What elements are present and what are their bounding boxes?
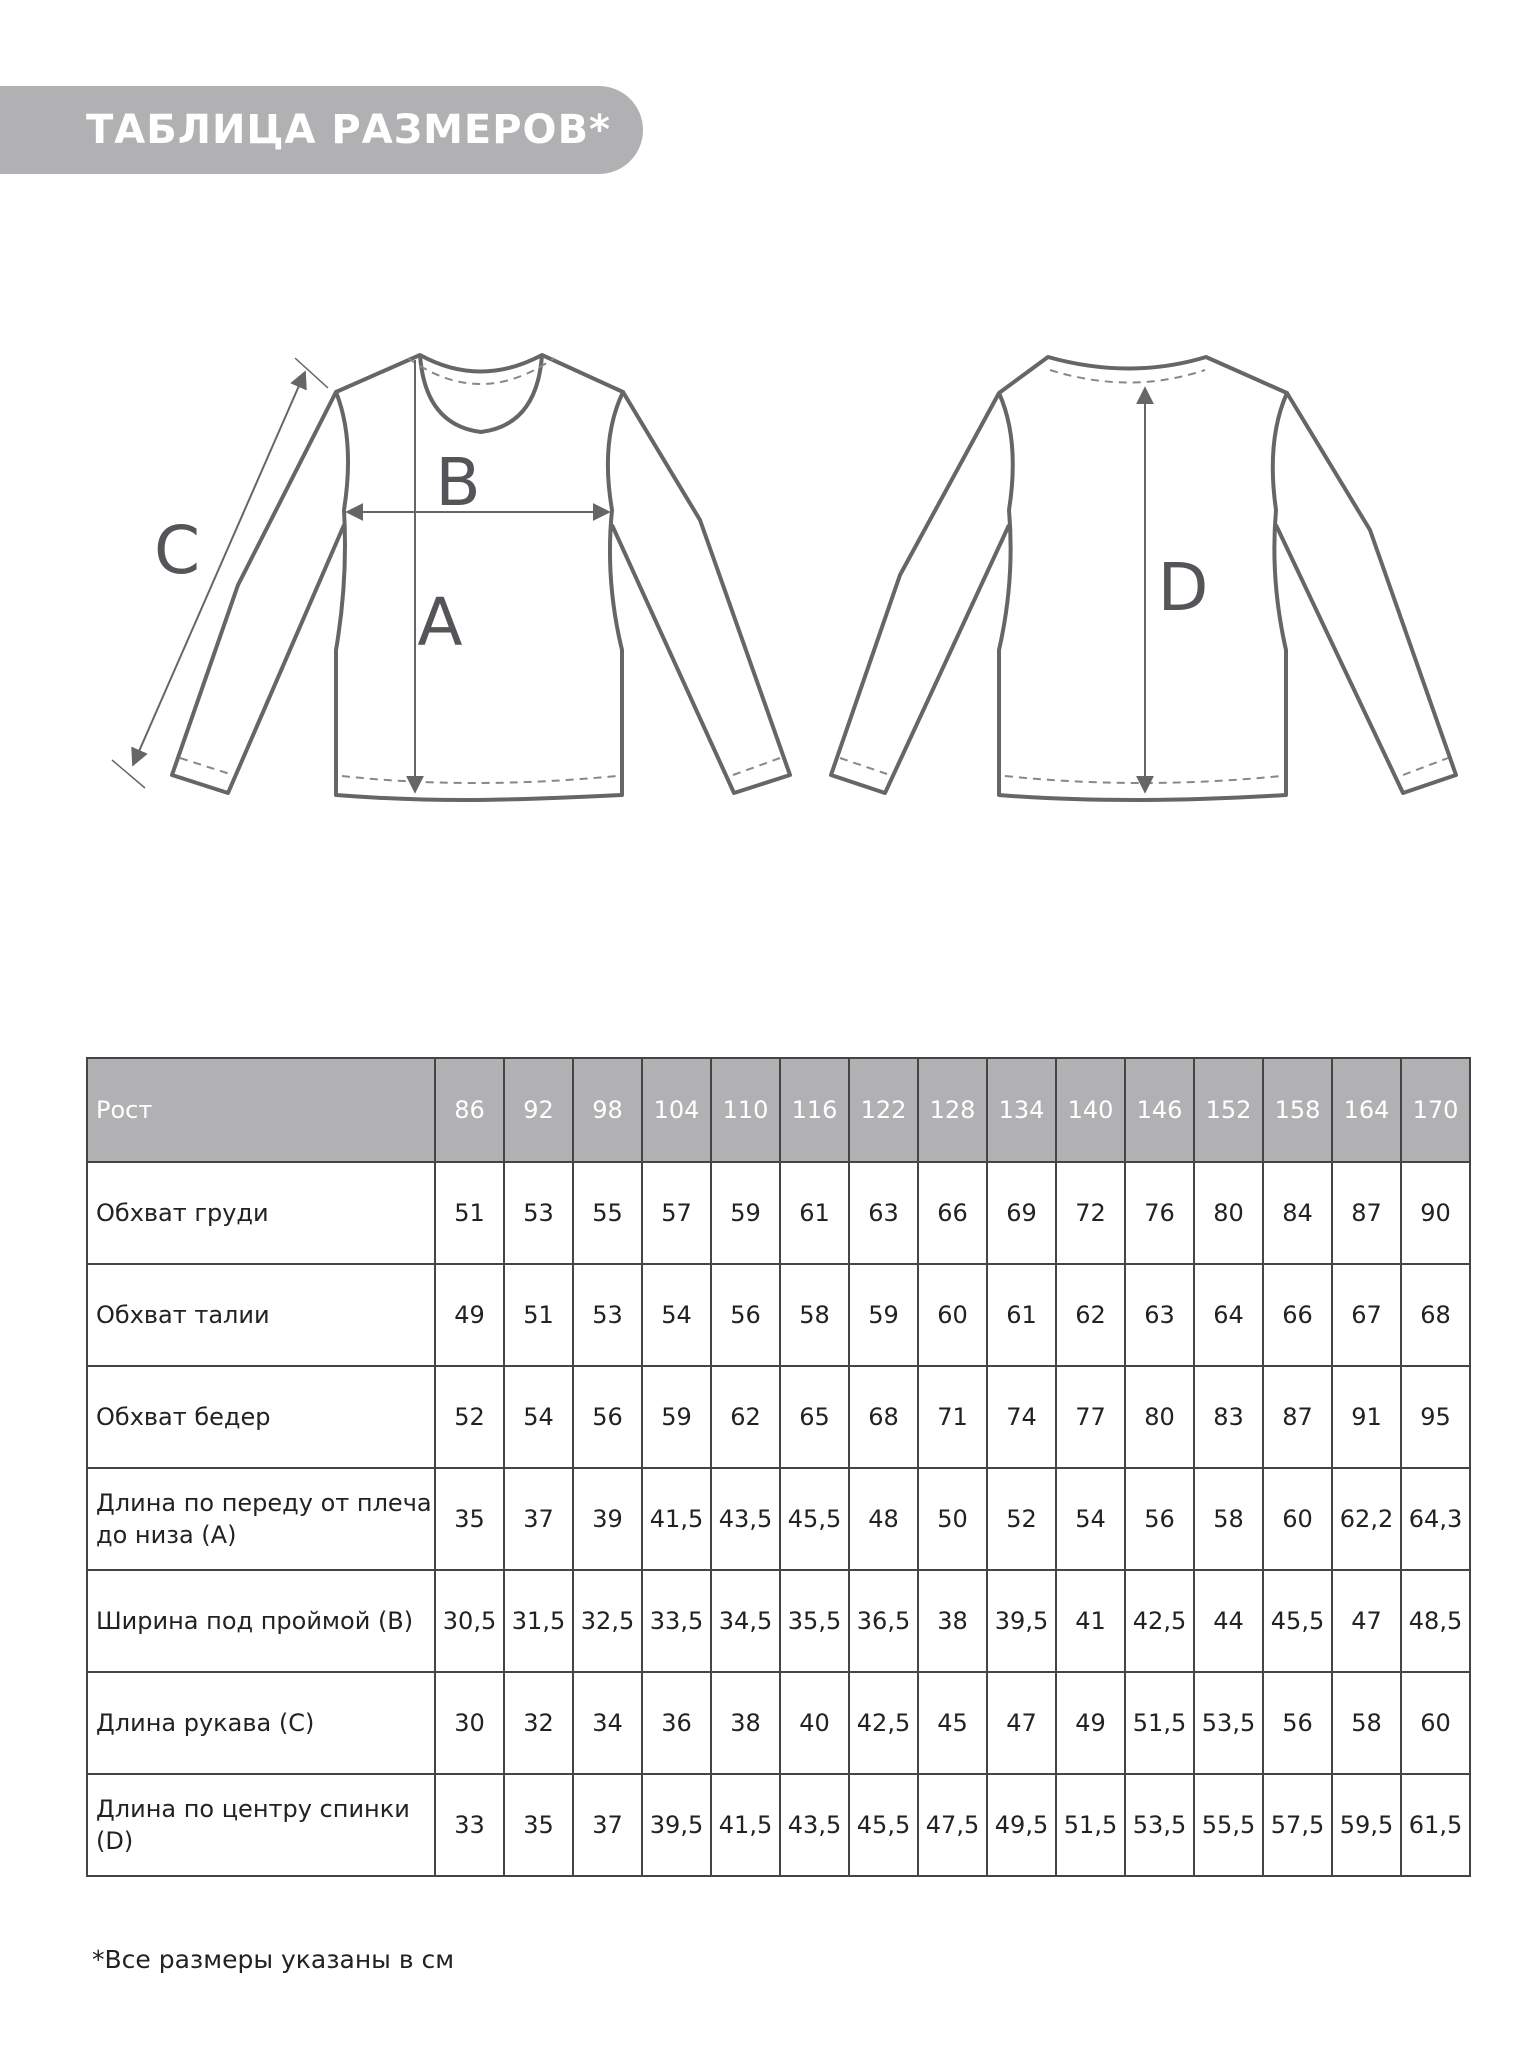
value-cell: 60 [1263, 1468, 1332, 1570]
height-cell: 128 [918, 1058, 987, 1162]
value-cell: 57,5 [1263, 1774, 1332, 1876]
value-cell: 60 [1401, 1672, 1470, 1774]
value-cell: 58 [780, 1264, 849, 1366]
height-cell: 122 [849, 1058, 918, 1162]
garment-diagram [0, 300, 1536, 820]
value-cell: 41,5 [642, 1468, 711, 1570]
value-cell: 33,5 [642, 1570, 711, 1672]
value-cell: 74 [987, 1366, 1056, 1468]
value-cell: 36,5 [849, 1570, 918, 1672]
height-cell: 146 [1125, 1058, 1194, 1162]
value-cell: 47 [987, 1672, 1056, 1774]
value-cell: 47,5 [918, 1774, 987, 1876]
value-cell: 87 [1263, 1366, 1332, 1468]
value-cell: 64,3 [1401, 1468, 1470, 1570]
label-a: A [417, 584, 463, 661]
value-cell: 51,5 [1125, 1672, 1194, 1774]
value-cell: 56 [1263, 1672, 1332, 1774]
height-cell: 140 [1056, 1058, 1125, 1162]
value-cell: 68 [1401, 1264, 1470, 1366]
value-cell: 52 [435, 1366, 504, 1468]
table-row [87, 1162, 1470, 1264]
value-cell: 59 [642, 1366, 711, 1468]
value-cell: 51 [435, 1162, 504, 1264]
value-cell: 67 [1332, 1264, 1401, 1366]
value-cell: 51 [504, 1264, 573, 1366]
value-cell: 39,5 [642, 1774, 711, 1876]
value-cell: 43,5 [711, 1468, 780, 1570]
value-cell: 37 [504, 1468, 573, 1570]
page-title: ТАБЛИЦА РАЗМЕРОВ* [86, 107, 611, 153]
value-cell: 95 [1401, 1366, 1470, 1468]
value-cell: 84 [1263, 1162, 1332, 1264]
value-cell: 76 [1125, 1162, 1194, 1264]
value-cell: 41 [1056, 1570, 1125, 1672]
value-cell: 42,5 [1125, 1570, 1194, 1672]
row-label: Обхват груди [87, 1162, 435, 1264]
value-cell: 63 [1125, 1264, 1194, 1366]
label-b: B [435, 444, 481, 521]
height-cell: 164 [1332, 1058, 1401, 1162]
header-label: Рост [87, 1058, 435, 1162]
value-cell: 45,5 [780, 1468, 849, 1570]
value-cell: 33 [435, 1774, 504, 1876]
value-cell: 61,5 [1401, 1774, 1470, 1876]
table-row [87, 1570, 1470, 1672]
value-cell: 31,5 [504, 1570, 573, 1672]
value-cell: 49 [1056, 1672, 1125, 1774]
value-cell: 77 [1056, 1366, 1125, 1468]
value-cell: 35 [435, 1468, 504, 1570]
table-header-row [87, 1058, 1470, 1162]
value-cell: 48,5 [1401, 1570, 1470, 1672]
value-cell: 55 [573, 1162, 642, 1264]
height-cell: 170 [1401, 1058, 1470, 1162]
label-c: C [153, 512, 201, 589]
value-cell: 59 [849, 1264, 918, 1366]
value-cell: 72 [1056, 1162, 1125, 1264]
height-cell: 92 [504, 1058, 573, 1162]
value-cell: 90 [1401, 1162, 1470, 1264]
value-cell: 54 [642, 1264, 711, 1366]
value-cell: 64 [1194, 1264, 1263, 1366]
value-cell: 32,5 [573, 1570, 642, 1672]
row-label: Обхват бедер [87, 1366, 435, 1468]
value-cell: 32 [504, 1672, 573, 1774]
value-cell: 45,5 [849, 1774, 918, 1876]
table-row [87, 1366, 1470, 1468]
height-cell: 86 [435, 1058, 504, 1162]
value-cell: 60 [918, 1264, 987, 1366]
value-cell: 50 [918, 1468, 987, 1570]
title-banner [0, 86, 643, 174]
value-cell: 57 [642, 1162, 711, 1264]
value-cell: 51,5 [1056, 1774, 1125, 1876]
row-label: Длина по центру спинки (D) [87, 1774, 435, 1876]
value-cell: 41,5 [711, 1774, 780, 1876]
value-cell: 44 [1194, 1570, 1263, 1672]
value-cell: 62 [1056, 1264, 1125, 1366]
value-cell: 48 [849, 1468, 918, 1570]
value-cell: 87 [1332, 1162, 1401, 1264]
value-cell: 66 [1263, 1264, 1332, 1366]
value-cell: 47 [1332, 1570, 1401, 1672]
value-cell: 34,5 [711, 1570, 780, 1672]
row-label: Длина по переду от плеча до низа (A) [87, 1468, 435, 1570]
value-cell: 61 [987, 1264, 1056, 1366]
value-cell: 61 [780, 1162, 849, 1264]
value-cell: 91 [1332, 1366, 1401, 1468]
value-cell: 38 [711, 1672, 780, 1774]
value-cell: 66 [918, 1162, 987, 1264]
table-row [87, 1264, 1470, 1366]
value-cell: 37 [573, 1774, 642, 1876]
value-cell: 53,5 [1125, 1774, 1194, 1876]
height-cell: 98 [573, 1058, 642, 1162]
value-cell: 53 [573, 1264, 642, 1366]
value-cell: 56 [573, 1366, 642, 1468]
height-cell: 116 [780, 1058, 849, 1162]
row-label: Длина рукава (C) [87, 1672, 435, 1774]
value-cell: 55,5 [1194, 1774, 1263, 1876]
value-cell: 62 [711, 1366, 780, 1468]
value-cell: 65 [780, 1366, 849, 1468]
back-view-sweater [831, 357, 1456, 800]
value-cell: 35 [504, 1774, 573, 1876]
row-label: Обхват талии [87, 1264, 435, 1366]
row-label: Ширина под проймой (B) [87, 1570, 435, 1672]
value-cell: 54 [504, 1366, 573, 1468]
value-cell: 54 [1056, 1468, 1125, 1570]
height-cell: 152 [1194, 1058, 1263, 1162]
value-cell: 45 [918, 1672, 987, 1774]
size-table [86, 1057, 1471, 1877]
value-cell: 53,5 [1194, 1672, 1263, 1774]
value-cell: 43,5 [780, 1774, 849, 1876]
value-cell: 30,5 [435, 1570, 504, 1672]
front-view-stitching [180, 358, 780, 783]
value-cell: 52 [987, 1468, 1056, 1570]
value-cell: 59,5 [1332, 1774, 1401, 1876]
label-d: D [1157, 549, 1209, 626]
value-cell: 53 [504, 1162, 573, 1264]
height-cell: 158 [1263, 1058, 1332, 1162]
value-cell: 69 [987, 1162, 1056, 1264]
height-cell: 104 [642, 1058, 711, 1162]
value-cell: 34 [573, 1672, 642, 1774]
value-cell: 30 [435, 1672, 504, 1774]
value-cell: 56 [711, 1264, 780, 1366]
value-cell: 80 [1194, 1162, 1263, 1264]
table-row [87, 1468, 1470, 1570]
height-cell: 110 [711, 1058, 780, 1162]
front-view-sweater [172, 355, 790, 800]
value-cell: 45,5 [1263, 1570, 1332, 1672]
value-cell: 36 [642, 1672, 711, 1774]
value-cell: 49 [435, 1264, 504, 1366]
value-cell: 63 [849, 1162, 918, 1264]
value-cell: 40 [780, 1672, 849, 1774]
value-cell: 39 [573, 1468, 642, 1570]
value-cell: 39,5 [987, 1570, 1056, 1672]
table-row [87, 1774, 1470, 1876]
value-cell: 68 [849, 1366, 918, 1468]
value-cell: 80 [1125, 1366, 1194, 1468]
value-cell: 71 [918, 1366, 987, 1468]
height-cell: 134 [987, 1058, 1056, 1162]
value-cell: 38 [918, 1570, 987, 1672]
value-cell: 62,2 [1332, 1468, 1401, 1570]
value-cell: 56 [1125, 1468, 1194, 1570]
value-cell: 49,5 [987, 1774, 1056, 1876]
table-row [87, 1672, 1470, 1774]
footnote: *Все размеры указаны в см [92, 1945, 455, 1974]
value-cell: 58 [1194, 1468, 1263, 1570]
value-cell: 42,5 [849, 1672, 918, 1774]
value-cell: 83 [1194, 1366, 1263, 1468]
value-cell: 59 [711, 1162, 780, 1264]
value-cell: 35,5 [780, 1570, 849, 1672]
value-cell: 58 [1332, 1672, 1401, 1774]
